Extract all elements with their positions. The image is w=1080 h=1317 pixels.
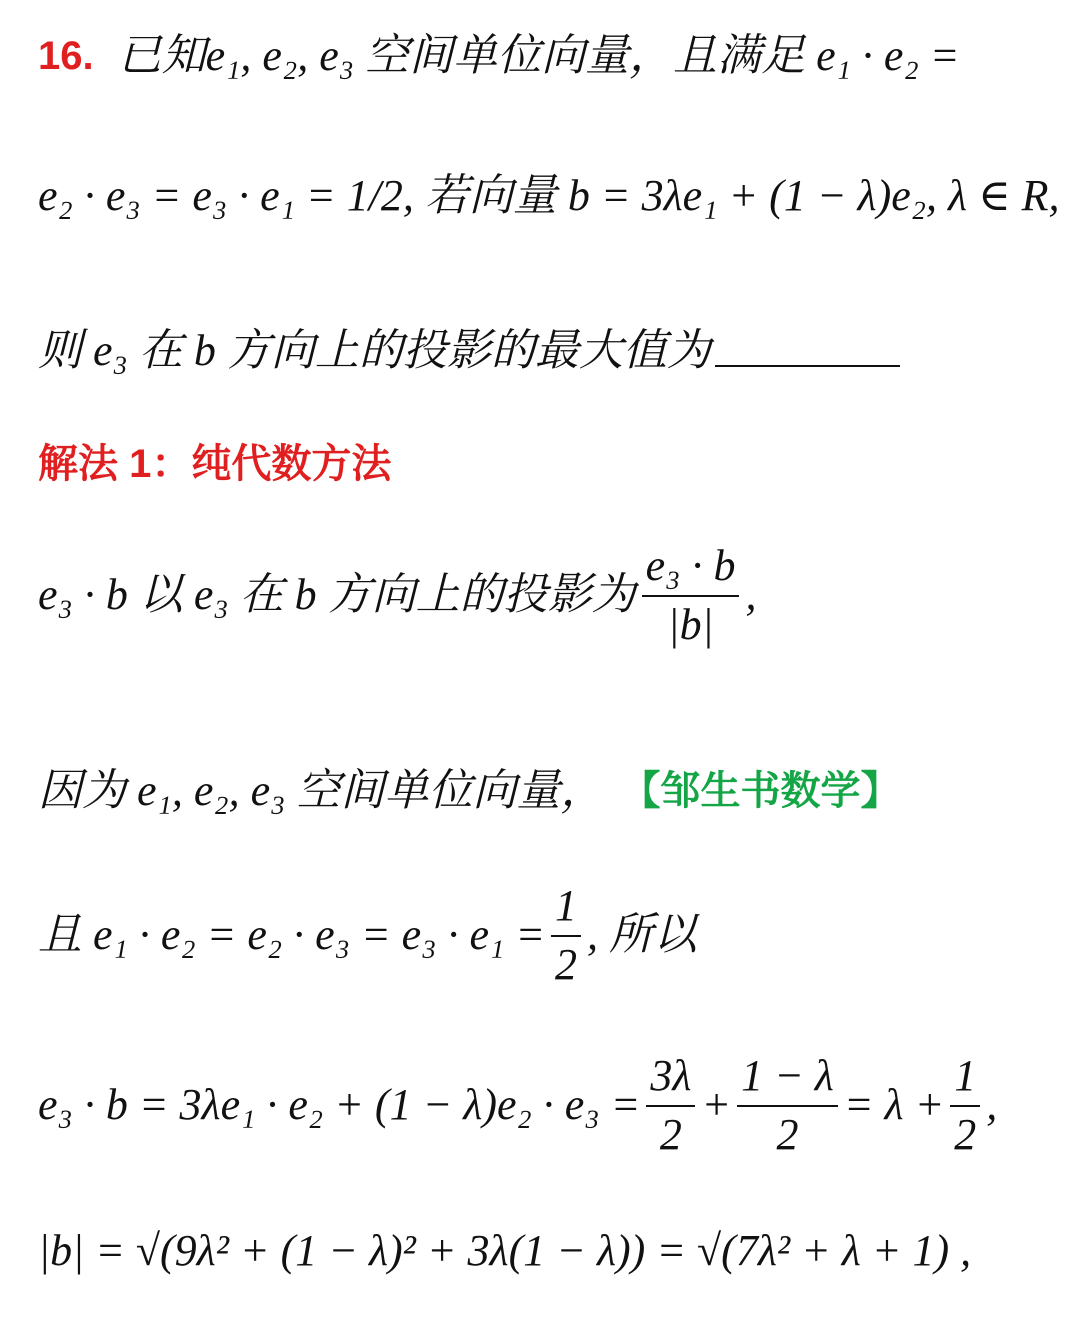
fraction-3lambda: [646, 1050, 695, 1162]
projection-denominator: |b|: [667, 599, 714, 649]
fraction-half-denominator: 2: [954, 1109, 977, 1159]
step-4-mid: = λ +: [843, 1080, 945, 1130]
fraction-1-minus-lambda-numerator: 1 − λ: [737, 1050, 838, 1107]
step-4-tail: ,: [986, 1080, 998, 1130]
half-numerator: 1: [551, 880, 581, 937]
fraction-1-minus-lambda: [737, 1050, 838, 1162]
step-2-text: 因为 e₁, e₂, e₃ 空间单位向量，: [38, 766, 605, 815]
step-4-left: e₃ · b = 3λe₁ · e₂ + (1 − λ)e₂ · e₃ =: [38, 1080, 641, 1130]
answer-blank: [715, 335, 900, 367]
problem-text-1: 已知e₁, e₂, e₃ 空间单位向量，且满足 e₁ · e₂ =: [117, 31, 960, 80]
solution-step-4: [38, 1050, 1060, 1162]
step-3-text: 且 e₁ · e₂ = e₂ · e₃ = e₃ · e₁ =: [38, 910, 546, 960]
fraction-3lambda-denominator: 2: [659, 1109, 682, 1159]
solution-heading-text: 解法 1：纯代数方法: [38, 442, 392, 486]
problem-line-2: [38, 170, 1060, 223]
projection-fraction: [642, 540, 740, 652]
problem-text-3: 则 e₃ 在 b 方向上的投影的最大值为: [38, 326, 711, 375]
watermark-label: 【邹生书数学】: [620, 769, 901, 814]
fraction-3lambda-numerator: 3λ: [646, 1050, 695, 1107]
solution-step-5: [38, 1225, 1060, 1278]
step-1-tail: ,: [745, 570, 757, 620]
projection-numerator: e₃ · b: [642, 540, 740, 597]
step-1-text: e₃ · b 以 e₃ 在 b 方向上的投影为: [38, 570, 636, 620]
problem-line-3: [38, 325, 1060, 378]
solution-heading: [38, 440, 1060, 488]
step-5-text: |b| = √(9λ² + (1 − λ)² + 3λ(1 − λ)) = √(7λ² + λ + 1) ,: [38, 1226, 972, 1275]
half-fraction: [551, 880, 581, 992]
problem-line-1: [38, 30, 1060, 83]
fraction-half: [950, 1050, 980, 1162]
step-3-tail: , 所以: [587, 910, 698, 960]
plus-sign: +: [701, 1080, 732, 1130]
half-denominator: 2: [555, 939, 578, 989]
fraction-1-minus-lambda-denominator: 2: [776, 1109, 799, 1159]
solution-step-2: [38, 765, 1060, 818]
solution-step-3: [38, 880, 1060, 992]
problem-number: 16.: [38, 34, 94, 79]
fraction-half-numerator: 1: [950, 1050, 980, 1107]
solution-step-1: [38, 540, 1060, 652]
problem-text-2: e₂ · e₃ = e₃ · e₁ = 1/2, 若向量 b = 3λe₁ + (1 − λ)e₂, λ ∈ R,: [38, 171, 1060, 220]
